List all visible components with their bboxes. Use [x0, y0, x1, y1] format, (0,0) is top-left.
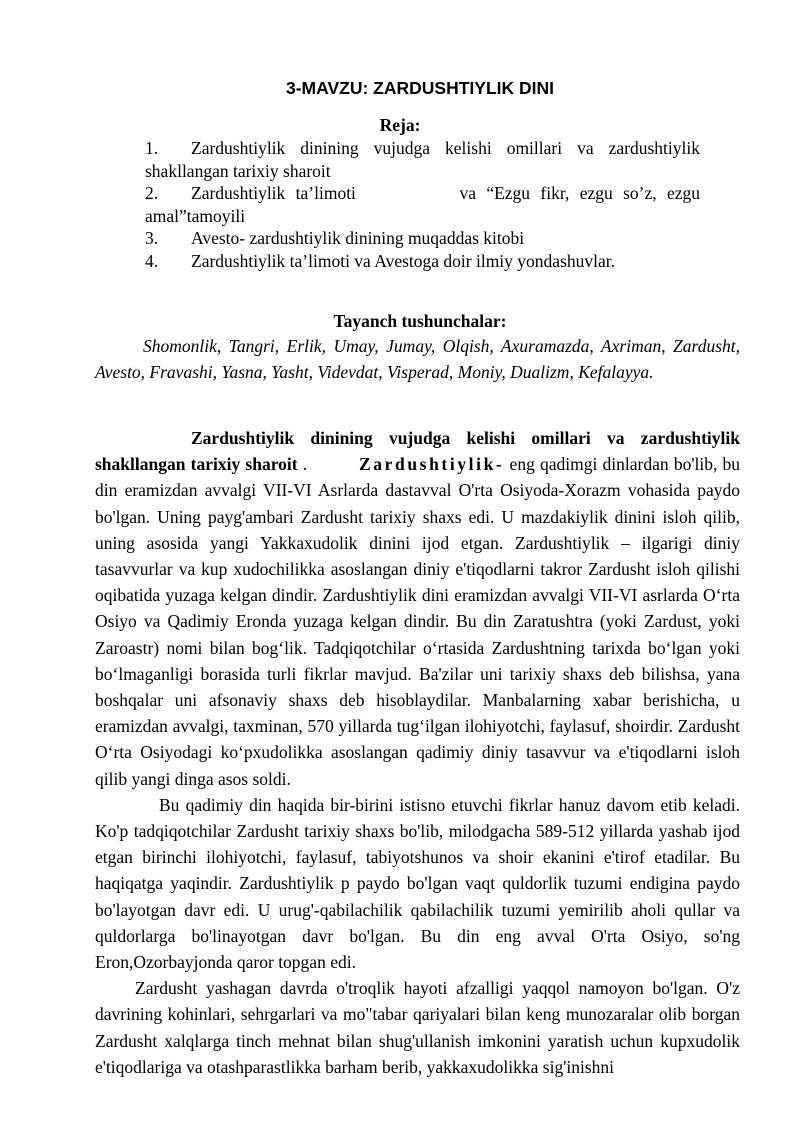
plan-item-number: 2. [145, 183, 159, 203]
plan-item-text: Zardushtiylik dinining vujudga kelishi omillari va zardushtiylik [191, 138, 700, 158]
plan-heading: Reja: [379, 115, 421, 135]
key-concepts-heading: Tayanch tushunchalar: [333, 311, 507, 331]
plan-item [145, 227, 700, 250]
paragraph: Zardusht yashagan davrda o'troqlik hayoti afzalligi yaqqol namoyon bo'lgan. O'z davrining kohinlari, sehrgarlari va mo"tabar qariyalari bilan keng munozaralar olib borgan Zardusht xalqlarga tinch mehnat bilan shug'ullanish imkonini yaratish uchun kupxudolik e'tiqodlariga va otashparastlikka barham berib, yakkaxudolikka sig'inishni [95, 978, 740, 1077]
heading-separator: . [297, 454, 360, 475]
plan-item-continuation: shakllangan tarixiy sharoit [145, 160, 331, 181]
key-concepts-list: Shomonlik, Tangri, Erlik, Umay, Jumay, Olqish, Axuramazda, Axriman, Zardusht, Avesto, Fravashi, Yasna, Yasht, Videvdat, Visperad, Moniy, Dualizm, Kefalayya. [95, 336, 740, 382]
plan-item [145, 250, 700, 273]
section-heading: Zardushtiylik dinining vujudga kelishi omillari va zardushtiylik shakllangan tarixiy sharoit [95, 428, 740, 475]
plan-item [145, 137, 700, 160]
plan-item-text: Zardushtiylik ta’limoti va Avestoga doir ilmiy yondashuvlar. [191, 250, 615, 271]
main-text [95, 425, 740, 1080]
plan-item-text: Avesto- zardushtiylik dinining muqaddas kitobi [191, 228, 525, 248]
plan-item-continuation: amal”tamoyili [145, 205, 246, 226]
paragraph-text: eng qadimgi dinlardan bo'lib, bu din eramizdan avvalgi VII-VI Asrlarda dastavval O'rta Osiyoda-Xorazm vohasida paydo bo'lgan. Uning payg'ambari Zardusht tarixiy shaxs edi. U mazdakiylik dinini isloh qilib, uning asosida yangi Yakkaxudolik dinini ijod etgan. Zardushtiylik – ilgarigi diniy tasavvurlar va kup xudochilikka asoslangan diniy e'tiqodlarni takror Zardusht isloh qilishi oqibatida yuzaga kelgan dindir. Zardushtiylik dini eramizdan avvalgi VII-VI asrlarda O‘rta Osiyo va Qadimiy Eronda yuzaga kelgan dindir. Bu din Zaratushtra (yoki Zardust, yoki Zaroastr) nomi bilan bog‘lik. Tadqiqotchilar o‘rtasida Zardushtning tarixda bo‘lgan yoki bo‘lmaganligi borasida turli fikrlar mavjud. Ba'zilar uni tarixiy shaxs deb bilishsa, yana boshqalar uni afsonaviy shaxs deb hisoblaydilar. Manbalarning xabar berishicha, u eramizdan avvalgi, taxminan, 570 yillarda tug‘ilgan ilohiyotchi, faylasuf, shoirdir. Zardusht O‘rta Osiyodagi ko‘pxudolikka asoslangan qadimiy diniy tasavvur va e'tiqodlarni isloh qilib yangi dinga asos soldi. [95, 454, 741, 789]
plan-item-text: Zardushtiylik ta’limoti va “Ezgu fikr, ezgu so’z, ezgu [191, 183, 700, 203]
keyword: Zardushtiylik- [359, 454, 505, 475]
plan-item-number: 3. [145, 228, 159, 248]
plan-item-number: 4. [145, 250, 159, 271]
paragraph: Bu qadimiy din haqida bir-birini istisno etuvchi fikrlar hanuz davom etib keladi. Ko'p tadqiqotchilar Zardusht tarixiy shaxs bo'lib, milodgacha 589-512 yillarda yashab ijod etgan birinchi ilohiyotchi, faylasuf, tabiyotshunos va shoir ekanini e'tirof etadilar. Bu haqiqatga yaqindir. Zardushtiylik p paydo bo'lgan vaqt quldorlik tuzumi endigina paydo bo'layotgan davr edi. U urug'-qabilachilik qabilachilik tuzumi yemirilib aholi qullar va quldorlarga bo'linayotgan davr bo'lgan. Bu din eng avval O'rta Osiyo, so'ng Eron,Ozorbayjonda qaror topgan edi. [95, 794, 740, 973]
document-title: 3-MAVZU: ZARDUSHTIYLIK DINI [286, 78, 554, 98]
paragraph [95, 425, 740, 792]
plan-list [145, 137, 700, 272]
plan-item-number: 1. [145, 138, 159, 158]
plan-item [145, 182, 700, 205]
